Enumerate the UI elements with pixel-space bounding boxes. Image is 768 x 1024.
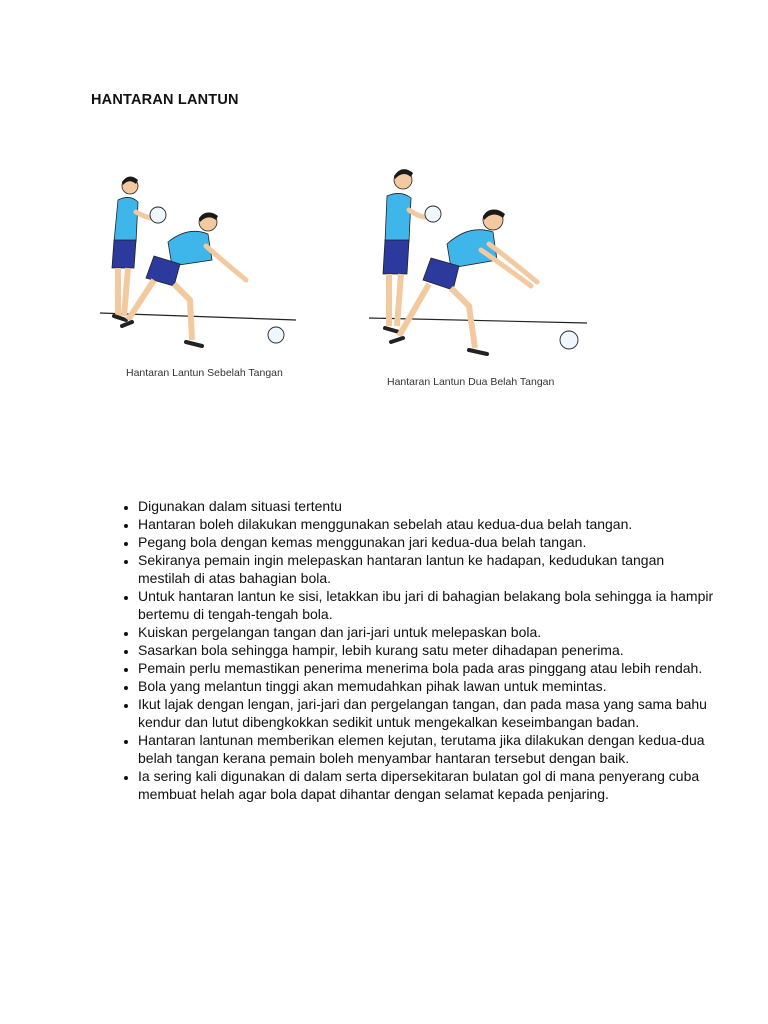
list-item: • Untuk hantaran lantun ke sisi, letakkan ibu jari di bahagian belakang bola sehingga ia hampir bertemu di tengah-tengah bola.: [138, 587, 718, 623]
list-item: • Kuiskan pergelangan tangan dan jari-jari untuk melepaskan bola.: [138, 623, 718, 641]
page-title: HANTARAN LANTUN: [91, 92, 239, 108]
figure-caption-one-hand: Hantaran Lantun Sebelah Tangan: [126, 367, 283, 379]
ball-icon: [268, 327, 284, 343]
list-item: • Sekiranya pemain ingin melepaskan hantaran lantun ke hadapan, kedudukan tangan mestilah di atas bahagian bola.: [138, 551, 718, 587]
list-item: • Digunakan dalam situasi tertentu: [138, 497, 718, 515]
ball-icon: [560, 331, 578, 349]
one-hand-pass-drawing: [96, 170, 306, 360]
held-ball-icon: [150, 207, 166, 223]
list-item: • Ikut lajak dengan lengan, jari-jari dan pergelangan tangan, dan pada masa yang sama bahu kendur dan lutut dibengkokkan sedikit untuk mengekalkan keseimbangan badan.: [138, 695, 718, 731]
floor-line: [369, 318, 587, 323]
list-item: • Pegang bola dengan kemas menggunakan jari kedua-dua belah tangan.: [138, 533, 718, 551]
passing-player-figure: [391, 209, 537, 354]
bullet-list: [104, 497, 718, 803]
list-item: • Hantaran boleh dilakukan menggunakan sebelah atau kedua-dua belah tangan.: [138, 515, 718, 533]
figure-caption-two-hand: Hantaran Lantun Dua Belah Tangan: [387, 376, 555, 388]
list-item: • Bola yang melantun tinggi akan memudahkan pihak lawan untuk memintas.: [138, 677, 718, 695]
passing-player-figure: [122, 212, 246, 346]
list-item: • Hantaran lantunan memberikan elemen kejutan, terutama jika dilakukan dengan kedua-dua belah tangan kerana pemain boleh menyambar hantaran tersebut dengan baik.: [138, 731, 718, 767]
two-hand-pass-drawing: [365, 160, 595, 360]
held-ball-icon: [425, 206, 441, 222]
illustration-one-hand-bounce-pass: [96, 170, 306, 360]
list-item: • Pemain perlu memastikan penerima menerima bola pada aras pinggang atau lebih rendah.: [138, 659, 718, 677]
list-item: • Ia sering kali digunakan di dalam serta dipersekitaran bulatan gol di mana penyerang cuba membuat helah agar bola dapat dihantar dengan selamat kepada penjaring.: [138, 767, 718, 803]
illustration-two-hand-bounce-pass: [365, 160, 595, 360]
list-item: • Sasarkan bola sehingga hampir, lebih kurang satu meter dihadapan penerima.: [138, 641, 718, 659]
